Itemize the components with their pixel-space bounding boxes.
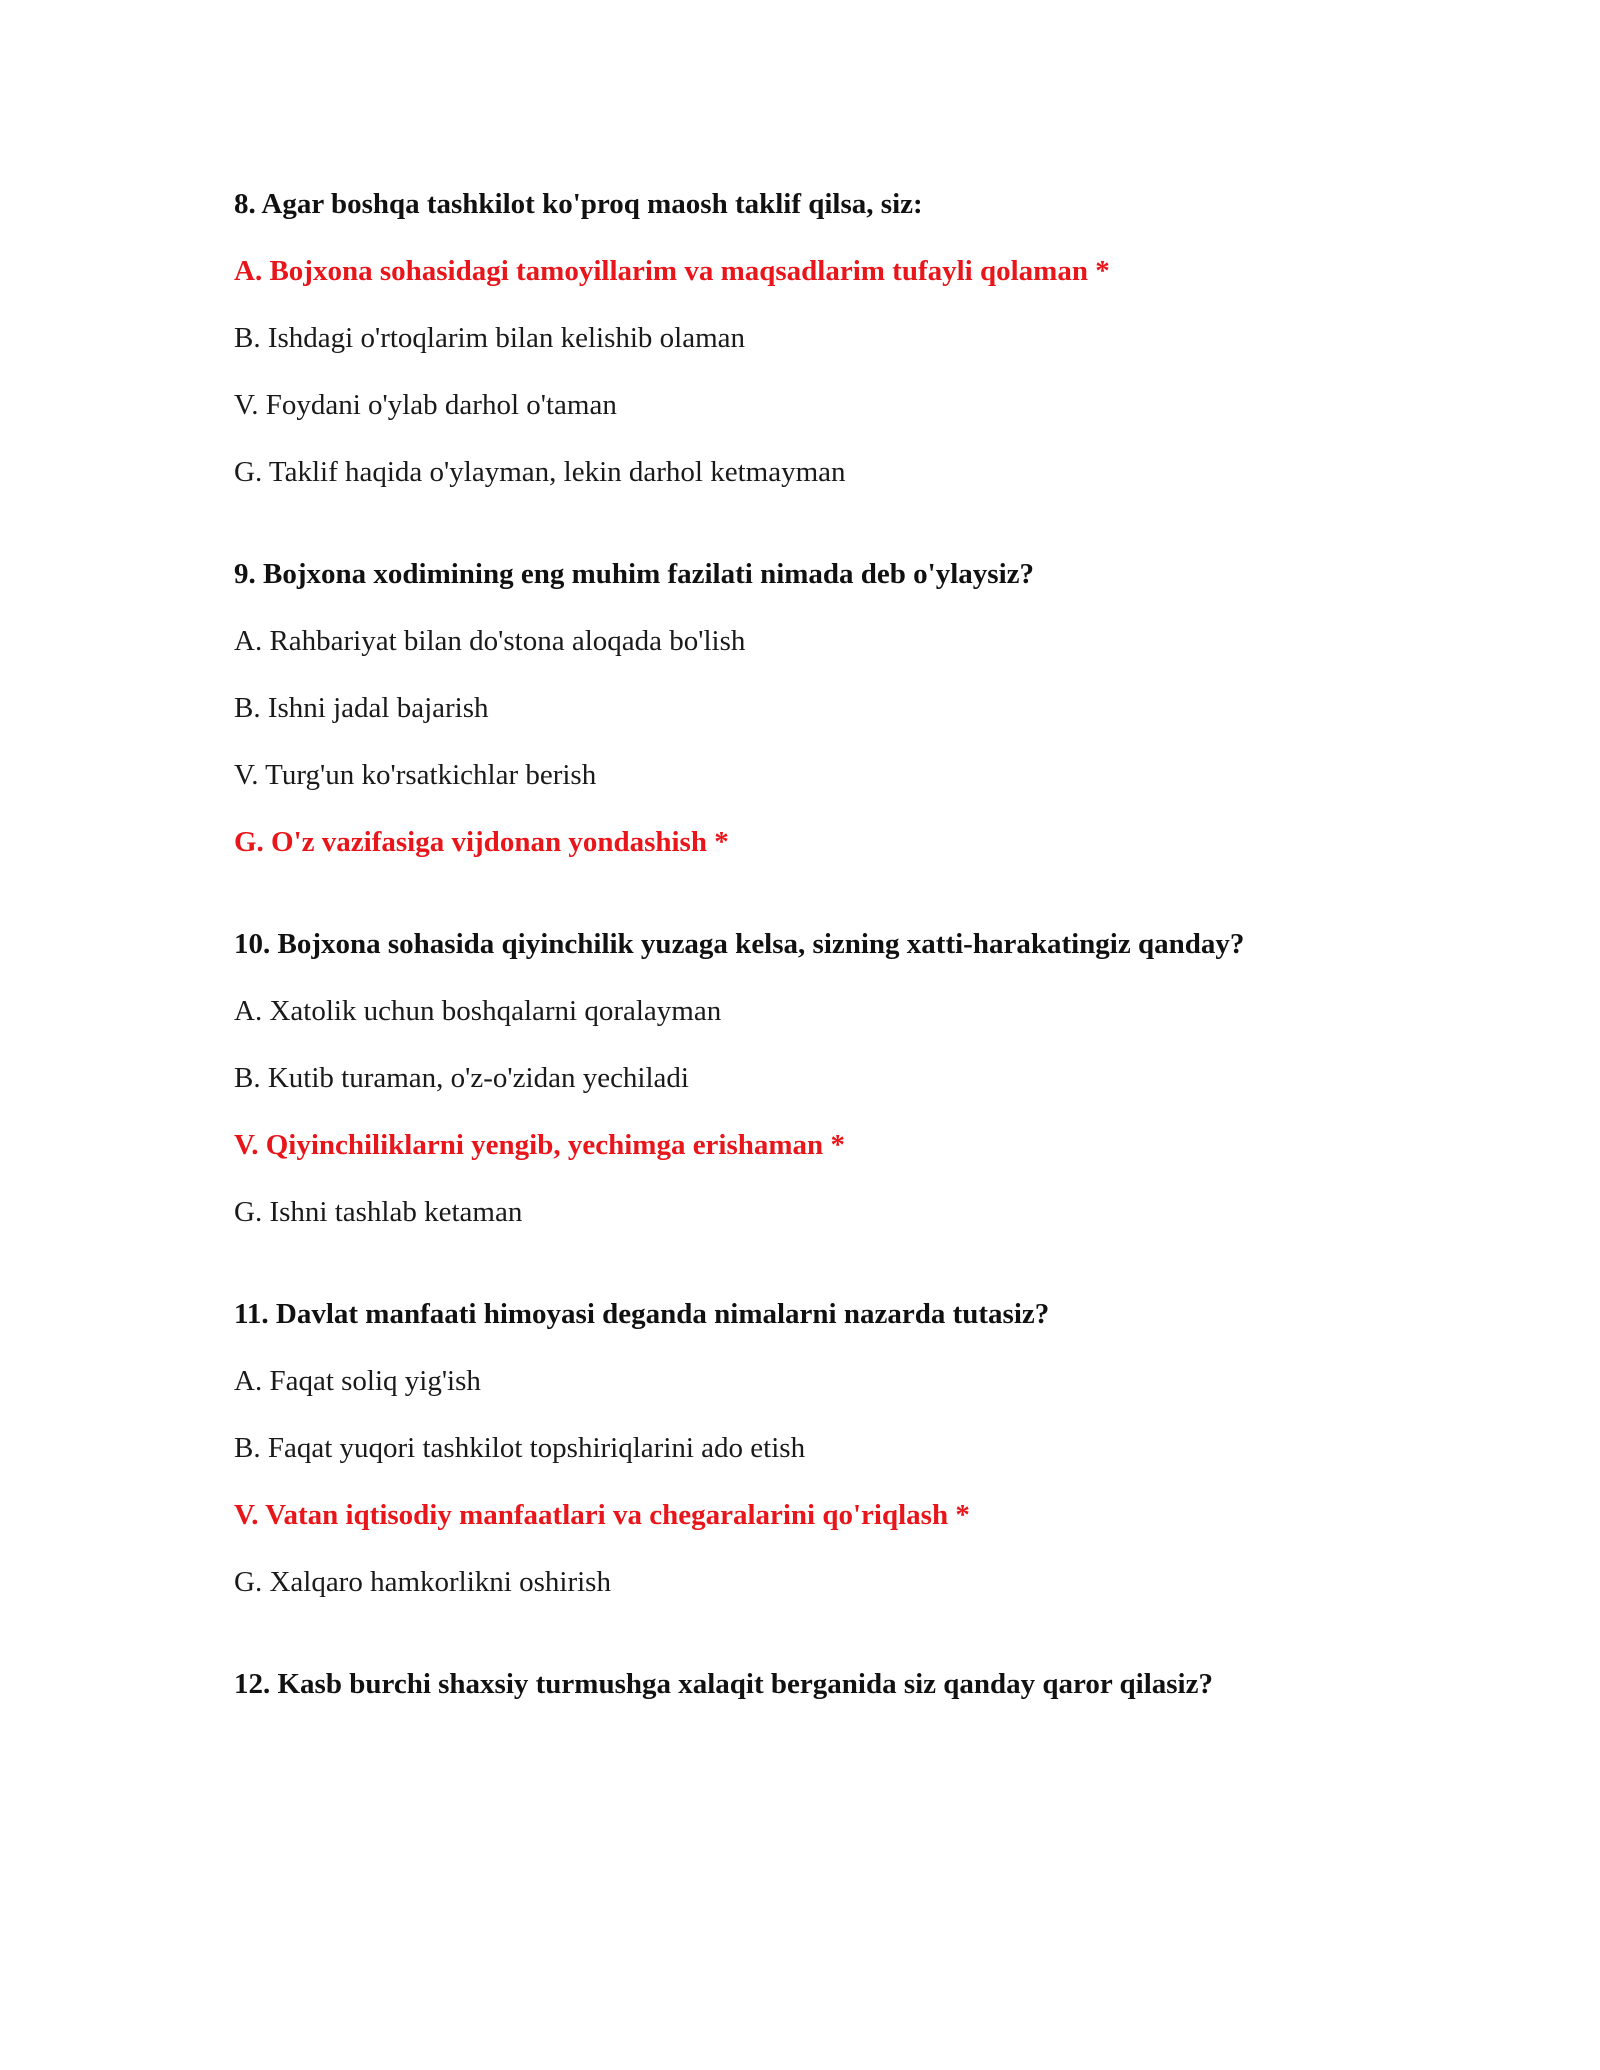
question-text: 10. Bojxona sohasida qiyinchilik yuzaga kelsa, sizning xatti-harakatingiz qanday? <box>234 928 1245 960</box>
option-a-correct: A. Bojxona sohasidagi tamoyillarim va maqsadlarim tufayli qolaman * <box>234 255 1110 287</box>
question-12 <box>234 1666 1414 1702</box>
option-g: G. Xalqaro hamkorlikni oshirish <box>234 1566 611 1598</box>
option-b: B. Ishdagi o'rtoqlarim bilan kelishib olaman <box>234 322 746 354</box>
question-11 <box>234 1296 1414 1600</box>
option-b: B. Faqat yuqori tashkilot topshiriqlarini ado etish <box>234 1432 806 1464</box>
option-b: B. Ishni jadal bajarish <box>234 692 489 724</box>
question-text: 12. Kasb burchi shaxsiy turmushga xalaqit berganida siz qanday qaror qilasiz? <box>234 1668 1213 1700</box>
question-text: 11. Davlat manfaati himoyasi deganda nimalarni nazarda tutasiz? <box>234 1298 1050 1330</box>
question-8 <box>234 186 1414 490</box>
option-g: G. Ishni tashlab ketaman <box>234 1196 523 1228</box>
option-a: A. Xatolik uchun boshqalarni qoralayman <box>234 995 722 1027</box>
question-10 <box>234 926 1414 1230</box>
question-9 <box>234 556 1414 860</box>
question-text: 9. Bojxona xodimining eng muhim fazilati nimada deb o'ylaysiz? <box>234 558 1035 590</box>
option-b: B. Kutib turaman, o'z-o'zidan yechiladi <box>234 1062 689 1094</box>
option-v-correct: V. Vatan iqtisodiy manfaatlari va chegaralarini qo'riqlash * <box>234 1499 970 1531</box>
question-text: 8. Agar boshqa tashkilot ko'proq maosh taklif qilsa, siz: <box>234 188 923 220</box>
question-list <box>234 186 1414 1768</box>
option-v: V. Turg'un ko'rsatkichlar berish <box>234 759 597 791</box>
option-a: A. Rahbariyat bilan do'stona aloqada bo'lish <box>234 625 746 657</box>
option-g-correct: G. O'z vazifasiga vijdonan yondashish * <box>234 826 729 858</box>
option-g: G. Taklif haqida o'ylayman, lekin darhol ketmayman <box>234 456 846 488</box>
option-v: V. Foydani o'ylab darhol o'taman <box>234 389 617 421</box>
option-a: A. Faqat soliq yig'ish <box>234 1365 481 1397</box>
option-v-correct: V. Qiyinchiliklarni yengib, yechimga erishaman * <box>234 1129 845 1161</box>
